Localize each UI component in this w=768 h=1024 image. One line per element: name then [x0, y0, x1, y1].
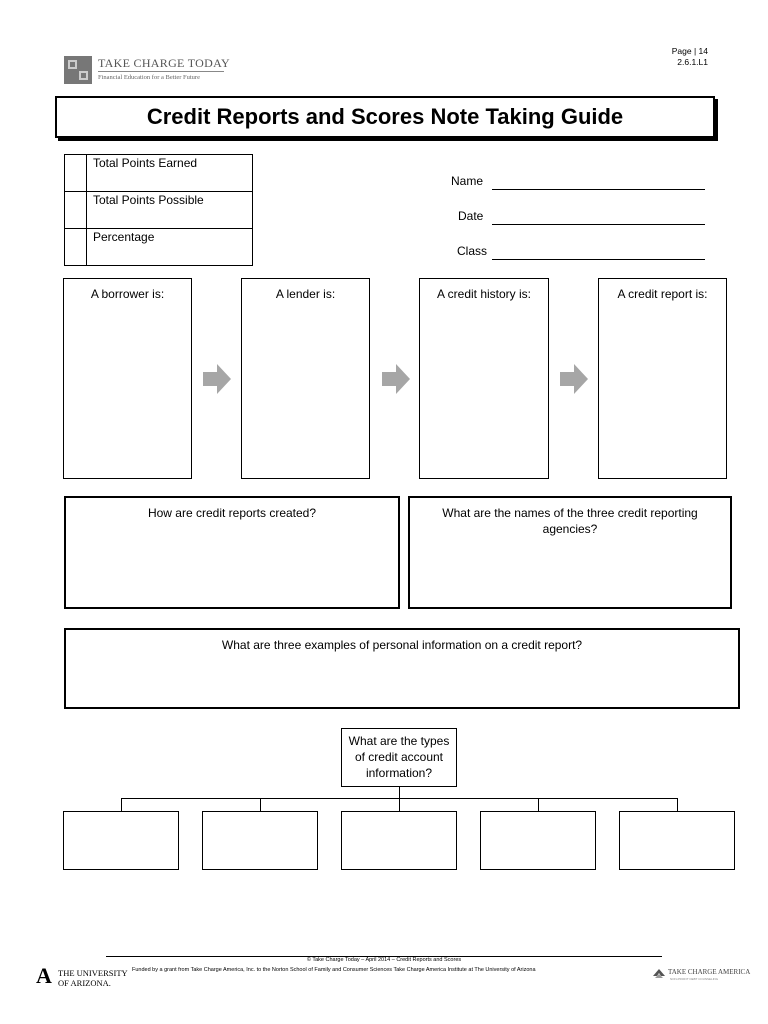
table-row — [65, 155, 253, 192]
university-of-arizona-logo-icon: A — [36, 963, 52, 988]
percentage-label: Percentage — [87, 229, 253, 266]
doc-code: 2.6.1.L1 — [677, 57, 708, 67]
date-field[interactable] — [492, 224, 705, 225]
page-title: Credit Reports and Scores Note Taking Guide — [146, 104, 624, 129]
university-line-1: THE UNIVERSITY — [58, 968, 128, 978]
how-created-question: How are credit reports created? — [147, 506, 317, 520]
right-arrow-icon — [203, 364, 231, 394]
page-number-block — [672, 46, 708, 68]
logo-divider — [98, 71, 224, 72]
title-bar — [55, 96, 715, 138]
personal-info-box[interactable] — [64, 628, 740, 709]
personal-info-question: What are three examples of personal information on a credit report? — [221, 638, 583, 652]
page-label: Page | 14 — [671, 46, 708, 56]
date-label: Date — [458, 209, 484, 223]
percentage-cell[interactable] — [65, 229, 87, 266]
footer-copyright: © Take Charge Today – April 2014 – Credit Reports and Scores — [306, 957, 462, 963]
take-charge-america-logo: TAKE CHARGE AMERICA — [668, 968, 751, 976]
class-field[interactable] — [492, 259, 705, 260]
points-possible-label: Total Points Possible — [87, 192, 253, 229]
agencies-question: What are the names of the three credit reporting agencies? — [442, 506, 698, 536]
borrower-label: A borrower is: — [90, 287, 165, 301]
points-earned-label: Total Points Earned — [87, 155, 253, 192]
borrower-box[interactable] — [63, 278, 192, 479]
table-row — [65, 192, 253, 229]
take-charge-america-logo-icon — [652, 967, 666, 981]
account-type-box-3[interactable] — [341, 811, 457, 870]
university-line-2: OF ARIZONA. — [58, 978, 111, 988]
credit-report-label: A credit report is: — [617, 287, 708, 301]
table-row — [65, 229, 253, 266]
account-type-box-5[interactable] — [619, 811, 735, 870]
credit-history-box[interactable] — [419, 278, 549, 479]
credit-history-label: A credit history is: — [436, 287, 532, 301]
connector-line — [260, 798, 261, 811]
right-arrow-icon — [560, 364, 588, 394]
types-box — [341, 728, 457, 787]
account-type-box-2[interactable] — [202, 811, 318, 870]
points-earned-cell[interactable] — [65, 155, 87, 192]
take-charge-today-logo-icon — [64, 56, 92, 84]
account-type-box-4[interactable] — [480, 811, 596, 870]
account-type-box-1[interactable] — [63, 811, 179, 870]
points-possible-cell[interactable] — [65, 192, 87, 229]
name-field[interactable] — [492, 189, 705, 190]
credit-report-box[interactable] — [598, 278, 727, 479]
connector-line — [538, 798, 539, 811]
connector-line — [121, 798, 122, 811]
take-charge-america-tagline: NON-PROFIT DEBT COUNSELING — [670, 977, 719, 981]
right-arrow-icon — [382, 364, 410, 394]
university-of-arizona-logo — [58, 968, 128, 988]
footer-funding: Funded by a grant from Take Charge America, Inc. to the Norton School of Family and Consumer Sciences Take Charge America Institute at The University of Arizona — [132, 967, 536, 973]
how-created-box[interactable] — [64, 496, 400, 609]
connector-line — [399, 798, 400, 811]
points-table — [64, 154, 253, 266]
agencies-box[interactable] — [408, 496, 732, 609]
name-label: Name — [451, 174, 484, 188]
connector-line — [677, 798, 678, 811]
types-question: What are the types of credit account information? — [348, 734, 450, 780]
lender-box[interactable] — [241, 278, 370, 479]
logo-title: TAKE CHARGE TODAY — [98, 56, 230, 70]
lender-label: A lender is: — [275, 287, 336, 301]
logo-subtitle: Financial Education for a Better Future — [98, 74, 200, 81]
class-label: Class — [457, 244, 488, 258]
